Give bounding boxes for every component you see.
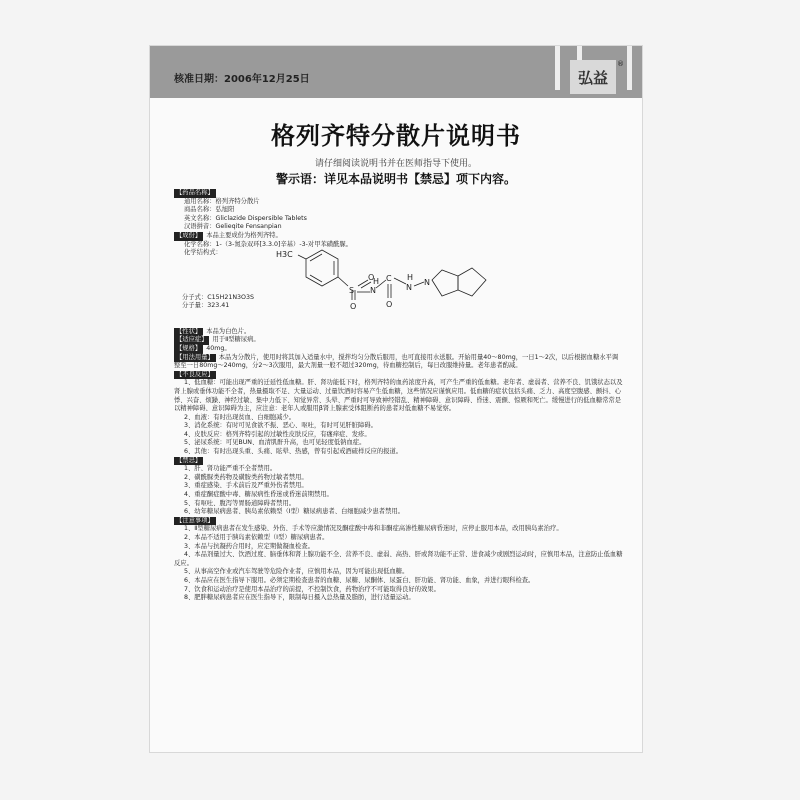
ring-double-bond	[310, 254, 322, 261]
adverse-item: 2、血液：有时出现贫血、白细胞减少。	[184, 413, 296, 421]
chemical-structure-diagram	[270, 246, 510, 328]
section-heading: 【禁忌】	[176, 456, 202, 464]
section-heading: 【用法用量】	[176, 353, 214, 361]
section-indications	[174, 336, 624, 345]
adverse-item: 3、消化系统：有时可见食欲不振、恶心、呕吐，有时可见肝脏障碍。	[184, 422, 377, 430]
structure-label: 化学结构式：	[184, 249, 222, 257]
contraindication-item: 3、重症感染、手术前后及严重外伤者禁用。	[184, 482, 308, 490]
section-drug-name	[174, 189, 624, 198]
section-contraindications	[174, 457, 624, 466]
nitrogen-label: N	[424, 277, 430, 287]
header-stripe	[555, 46, 560, 90]
properties-text: 本品为白色片。	[206, 327, 251, 335]
section-heading: 【性状】	[176, 327, 202, 335]
nitrogen-label: N	[406, 282, 412, 292]
adverse-item: 1、低血糖：可能出现严重的迁延性低血糖。肝、肾功能低下时，格列齐特的血药浓度升高，可产生严重的低血糖。老年者、虚弱者、营养不良、饥饿状态以及肾上腺或垂体功能不全者，热量摄取不足、大量运动、过量饮酒时容易产生低血糖，这些情况应谨慎应用。低血糖的症状包括头痛、乏力、高度空腹感、颤抖、心悸、兴奋、烦躁、神经过敏、集中力低下、知觉异常、头晕、严重时可导致神经错乱、精神障碍、意识障碍、昏迷、震颤、惊厥和死亡。缓慢进行的低血糖常常是以精神障碍、意识障碍为主，应注意：老年人或服用β肾上腺素受体阻断药的患者对低血糖不易觉察。	[174, 379, 623, 413]
molecular-weight: 分子量：323.41	[182, 302, 230, 310]
precaution-item: 1、Ⅱ型糖尿病患者在发生感染、外伤、手术等应激情况及酮症酸中毒和非酮症高渗性糖尿病昏迷时，应停止服用本品，改用胰岛素治疗。	[184, 525, 563, 533]
cn-bond	[394, 278, 406, 284]
molecular-formula: 分子式：C15H21N3O3S	[182, 293, 255, 301]
contraindication-item: 5、有呕吐、腹泻等胃肠道障碍者禁用。	[184, 499, 296, 507]
brand-logo: 弘益	[570, 60, 616, 94]
english-name: 英文名称：Gliclazide Dispersible Tablets	[184, 214, 307, 222]
document-subtitle: 请仔细阅读说明书并在医师指导下使用。	[314, 159, 477, 169]
approval-date: 核准日期：2006年12月25日	[174, 74, 310, 85]
adverse-item: 5、泌尿系统：可见BUN、血清肌酐升高，也可见轻度低钠血症。	[184, 439, 366, 447]
document-title: 格列齐特分散片说明书	[271, 121, 521, 150]
dosage-text: 本品为分散片，使用时将其加入适量水中，搅拌均匀分散后服用，也可直接用水送服。开始用量40～80mg，一日1～2次，以后根据血糖水平调整至一日80mg～240mg，分2～3次服用，最大剂量一般不超过320mg，待血糖控制后，每日改服维持量。老年患者酌减。	[174, 353, 619, 370]
precaution-item: 8、肥胖糖尿病患者应在医生指导下，限制每日摄入总热量及脂肪，进行适量运动。	[184, 594, 415, 602]
adverse-item: 6、其他：有时出现头重、头痛、眩晕、热感，曾有引起戒酒硫样反应的报道。	[184, 448, 403, 456]
section-heading: 【不良反应】	[176, 370, 214, 378]
section-strength	[174, 345, 624, 354]
sulfur-label: S	[349, 285, 355, 295]
section-heading: 【规格】	[176, 344, 202, 352]
precaution-item: 7、饮食和运动治疗是使用本品治疗的前提，不控制饮食，药物治疗不可能取得良好的效果。	[184, 585, 440, 593]
precaution-item: 2、本品不适用于胰岛素依赖型（Ⅰ型）糖尿病患者。	[184, 534, 329, 541]
formula-block	[182, 294, 254, 311]
contraindication-item: 2、磺酰脲类药物及磺胺类药物过敏者禁用。	[184, 473, 308, 481]
registered-mark: ®	[617, 60, 624, 68]
oxygen-label: O	[350, 301, 357, 311]
cyclopentane-ring	[458, 268, 486, 296]
composition-text: 本品主要成份为格列齐特。	[206, 231, 282, 239]
section-heading: 【药品名称】	[176, 189, 214, 196]
pinyin-name: 汉语拼音：Gelieqite Fensanpian	[184, 223, 282, 231]
trade-name: 商品名称：弘旭阳	[184, 206, 235, 214]
indications-text: 用于Ⅱ型糖尿病。	[212, 336, 260, 344]
oxygen-label: O	[386, 299, 393, 309]
adverse-item: 4、皮肤反应：格列齐特引起的过敏性皮肤反应，有瘙痒症、发疹。	[184, 430, 371, 438]
methyl-bond	[298, 255, 306, 259]
nitrogen-label: N	[370, 285, 376, 295]
hydrogen-label: H	[407, 272, 414, 282]
precaution-item: 3、本品与抗凝药合用时，应定期做凝血检查。	[184, 542, 314, 550]
leaflet-sheet	[150, 46, 642, 752]
section-heading: 【成份】	[176, 231, 202, 239]
strength-text: 40mg。	[206, 344, 231, 352]
methyl-label: H3C	[276, 249, 293, 259]
oxygen-label: O	[368, 272, 375, 282]
contraindication-item: 6、幼年糖尿病患者、胰岛素依赖型（Ⅰ型）糖尿病患者、白细胞减少患者禁用。	[184, 508, 404, 516]
precaution-item: 6、本品应在医生指导下服用。必须定期检查患者的血糖、尿糖、尿酮体、尿蛋白、肝功能、肾功能、血象，并进行眼科检查。	[184, 576, 535, 584]
precaution-item: 5、从事高空作业或汽车驾驶等危险作业者，应慎用本品，因为可能出现低血糖。	[184, 568, 409, 576]
section-composition	[174, 232, 624, 241]
header-bar	[150, 46, 642, 98]
ring-double-bond	[310, 275, 322, 282]
header-stripe	[627, 46, 632, 90]
section-dosage	[174, 354, 624, 371]
section-heading: 【注意事项】	[176, 516, 214, 524]
benzene-ring	[306, 250, 338, 286]
contraindication-item: 1、肝、肾功能严重不全者禁用。	[184, 465, 277, 473]
carbon-label: C	[386, 273, 392, 283]
warning-notice: 警示语：详见本品说明书【禁忌】项下内容。	[275, 172, 516, 186]
generic-name: 通用名称：格列齐特分散片	[184, 197, 260, 205]
s-bond	[338, 277, 348, 286]
chemical-name: 化学名称：1-（3-氮杂双环[3.3.0]辛基）-3-对甲苯磺酰脲。	[184, 240, 352, 248]
contraindication-item: 4、重症酮症酸中毒、糖尿病性昏迷或昏迷前期禁用。	[184, 491, 333, 499]
leaflet-body	[174, 189, 624, 603]
pyrrolidine-ring	[432, 270, 458, 296]
section-heading: 【适应症】	[176, 336, 208, 344]
hydrogen-label: H	[373, 276, 380, 286]
precaution-item: 4、本品剂量过大、饮酒过度、脑垂体和肾上腺功能不全、营养不良、虚弱、高热、肝或肾功能不正常、进食减少或剧烈运动时，应慎用本品，注意防止低血糖反应。	[174, 551, 623, 567]
nn-bond	[414, 282, 424, 286]
